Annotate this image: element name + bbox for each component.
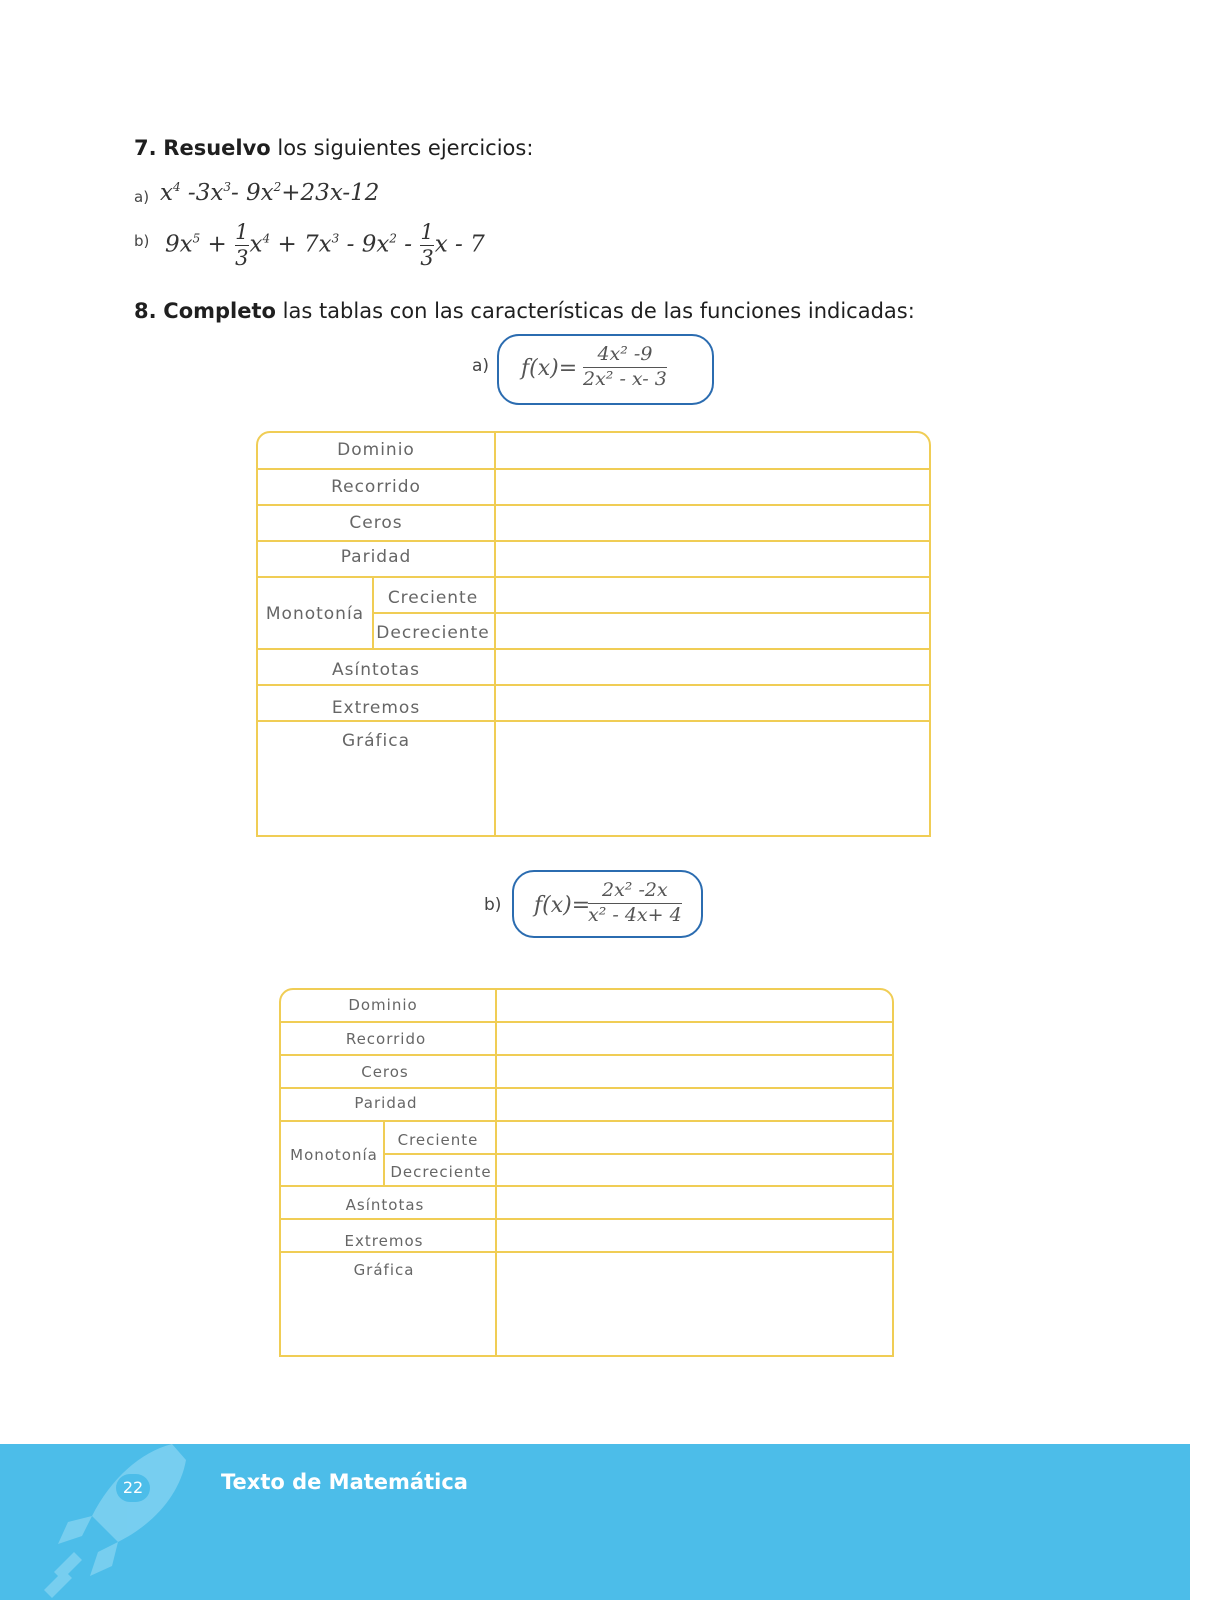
table-b-decreciente-label: Decreciente [390,1163,492,1181]
table-a-extremos-label: Extremos [331,698,421,718]
table-a-dominio-label: Dominio [337,440,415,460]
question-8-verb: Completo [163,299,276,323]
exercise-a-expression: $x^4$ $-3x^3-$ $9x^2+23x-12$ [160,180,380,206]
function-b-denominator: x² - 4x+ 4 [588,903,682,926]
footer-title: Texto de Matemática [221,1470,468,1494]
table-b-creciente-label: Creciente [397,1131,479,1149]
exercise-a-label: a) [134,188,150,206]
question-8-heading [134,299,915,323]
table-a-paridad-label: Paridad [340,547,412,567]
table-b-paridad-label: Paridad [354,1094,418,1112]
function-a-lhs: f(x)= [521,356,578,381]
table-b-grafica-label: Gráfica [353,1261,415,1279]
table-a-creciente-label: Creciente [387,588,479,608]
function-a-box [497,334,714,405]
function-a-numerator: 4x² -9 [583,345,667,368]
table-a-recorrido-label: Recorrido [331,477,421,497]
function-b-box [512,870,703,938]
function-a-label: a) [472,356,490,376]
table-b-asintotas-label: Asíntotas [345,1196,425,1214]
function-b-lhs: f(x)= [534,893,591,918]
function-a-fraction [583,345,667,390]
exercise-b-expression: $9x^5$ + $\frac{1}{3}$ $x^4 + 7x^3 - 9x^2$ - $\frac{1}{3}$ x - 7 [165,220,485,270]
exercise-b-label: b) [134,232,150,250]
question-7-heading [134,136,533,160]
question-7-verb: Resuelvo [163,136,271,160]
characteristics-table-b [279,988,894,1357]
question-7-text: los siguientes ejercicios: [270,136,534,160]
table-a-asintotas-label: Asíntotas [332,660,420,680]
page-number: 22 [116,1474,150,1502]
characteristics-table-a [256,431,931,837]
question-8-number: 8. [134,299,157,323]
question-7-number: 7. [134,136,157,160]
table-b-extremos-label: Extremos [344,1232,424,1250]
table-b-dominio-label: Dominio [348,996,418,1014]
table-b-ceros-label: Ceros [361,1063,409,1081]
table-b-monotonia-label: Monotonía [290,1146,378,1164]
table-a-grafica-label: Gráfica [341,731,411,751]
table-a-monotonia-label: Monotonía [265,604,365,624]
function-b-numerator: 2x² -2x [588,881,682,904]
function-a-denominator: 2x² - x- 3 [583,367,667,390]
rocket-icon [40,1440,190,1600]
table-a-ceros-label: Ceros [349,513,403,533]
question-8-text: las tablas con las características de las funciones indicadas: [275,299,915,323]
table-a-decreciente-label: Decreciente [376,623,490,643]
function-b-fraction [588,881,682,926]
table-b-recorrido-label: Recorrido [345,1030,427,1048]
function-b-label: b) [484,895,502,915]
